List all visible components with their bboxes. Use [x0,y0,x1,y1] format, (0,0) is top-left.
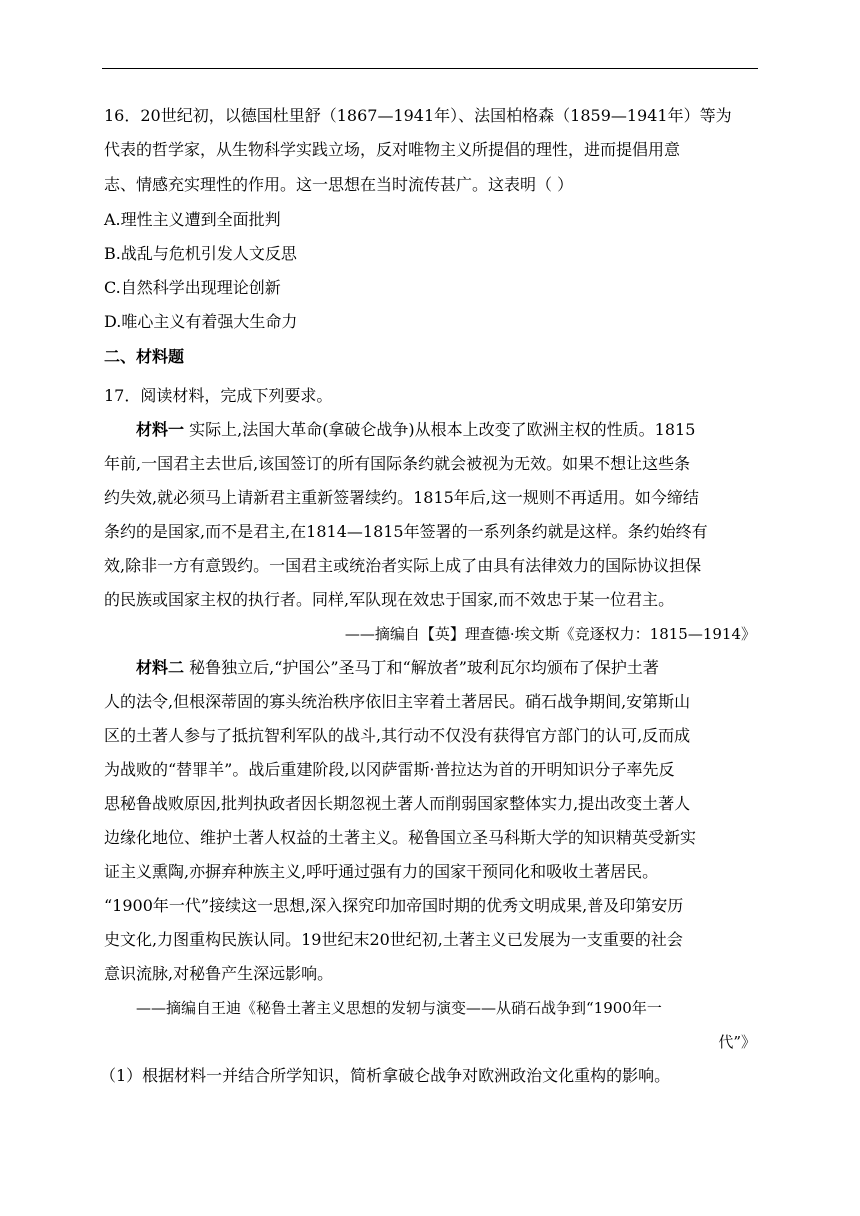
material-1-source: ——摘编自【英】理查德·埃文斯《竞逐权力：1815—1914》 [344,625,756,643]
material-1-line-5: 效,除非一方有意毁约。一国君主或统治者实际上成了由具有法律效力的国际协议担保 [104,556,702,575]
q16-option-b: B.战乱与危机引发人文反思 [104,244,297,263]
material-2-source-line-1: ——摘编自王迪《秘鲁土著主义思想的发轫与演变——从硝石战争到“1900年一 [136,999,662,1017]
q16-option-d: D.唯心主义有着强大生命力 [104,312,298,331]
q17-sub-question-1: （1）根据材料一并结合所学知识，简析拿破仑战争对欧洲政治文化重构的影响。 [100,1066,671,1085]
q16-option-a: A.理性主义遭到全面批判 [104,210,281,229]
material-2-label: 材料二 [136,658,185,677]
material-1-line-6: 的民族或国家主权的执行者。同样,军队现在效忠于国家,而不效忠于某一位君主。 [104,590,675,609]
material-1-label: 材料一 [136,420,185,439]
q16-stem-line-3: 志、情感充实理性的作用。这一思想在当时流传甚广。这表明（ ） [104,175,574,194]
section-heading: 二、材料题 [104,347,185,366]
material-2-line-10: 意识流脉,对秘鲁产生深远影响。 [104,964,334,983]
material-2-line-2: 人的法令,但根深蒂固的寡头统治秩序依旧主宰着土著居民。硝石战争期间,安第斯山 [104,692,691,711]
material-2-line-4: 为战败的“替罪羊”。战后重建阶段,以冈萨雷斯·普拉达为首的开明知识分子率先反 [104,760,675,779]
material-2-source-line-2: 代”》 [718,1033,756,1051]
material-2-line-5: 思秘鲁战败原因,批判执政者因长期忽视土著人而削弱国家整体实力,提出改变土著人 [104,794,691,813]
header-rule [102,68,758,69]
material-1-line-3: 约失效,就必须马上请新君主重新签署续约。1815年后,这一规则不再适用。如今缔结 [104,488,699,507]
q16-option-c: C.自然科学出现理论创新 [104,278,281,297]
material-1-text: 实际上,法国大革命(拿破仑战争)从根本上改变了欧洲主权的性质。1815 [184,420,696,439]
q16-stem-line-1: 16．20世纪初，以德国杜里舒（1867—1941年）、法国柏格森（1859—1941年）等为 [104,106,732,125]
q16-stem-line-2: 代表的哲学家，从生物科学实践立场，反对唯物主义所提倡的理性，进而提倡用意 [104,140,681,159]
material-1-line-4: 条约的是国家,而不是君主,在1814—1815年签署的一系列条约就是这样。条约始终有 [104,522,708,541]
material-2-line-6: 边缘化地位、维护土著人权益的土著主义。秘鲁国立圣马科斯大学的知识精英受新实 [104,828,697,847]
material-2-line-9: 史文化,力图重构民族认同。19世纪末20世纪初,土著主义已发展为一支重要的社会 [104,930,683,949]
material-2-line-7: 证主义熏陶,亦摒弃种族主义,呼吁通过强有力的国家干预同化和吸收土著居民。 [104,862,659,881]
material-2-line-1 [136,657,788,679]
q17-stem: 17．阅读材料，完成下列要求。 [104,386,333,405]
material-2-line-8: “1900年一代”接续这一思想,深入探究印加帝国时期的优秀文明成果,普及印第安历 [104,896,684,915]
material-2-text: 秘鲁独立后,“护国公”圣马丁和“解放者”玻利瓦尔均颁布了保护土著 [184,658,659,677]
material-1-line-1 [136,419,788,441]
material-2-line-3: 区的土著人参与了抵抗智利军队的战斗,其行动不仅没有获得官方部门的认可,反而成 [104,726,691,745]
material-1-line-2: 年前,一国君主去世后,该国签订的所有国际条约就会被视为无效。如果不想让这些条 [104,454,691,473]
